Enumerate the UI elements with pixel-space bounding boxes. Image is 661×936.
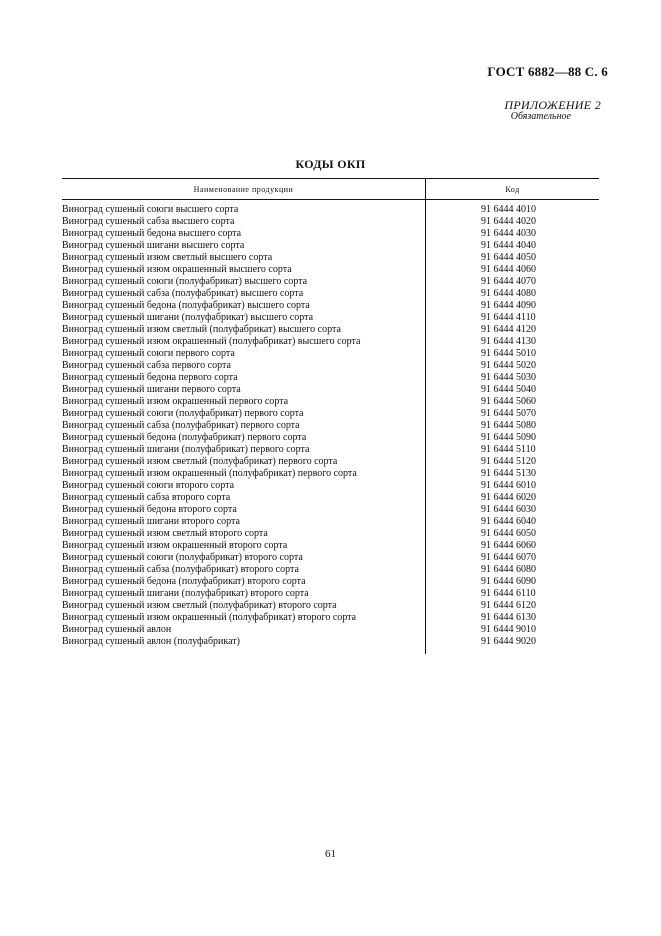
product-code-cell: 91 6444 9010	[481, 624, 536, 635]
table-title: КОДЫ ОКП	[295, 157, 366, 171]
product-code-cell: 91 6444 5030	[481, 372, 536, 383]
product-code-cell: 91 6444 6040	[481, 516, 536, 527]
product-code-cell: 91 6444 4110	[481, 312, 536, 323]
product-name-cell: Виноград сушеный изюм светлый высшего сорта	[62, 252, 273, 263]
product-code-cell: 91 6444 4080	[481, 288, 536, 299]
product-code-cell: 91 6444 5080	[481, 420, 536, 431]
table-row	[62, 420, 599, 432]
product-name-cell: Виноград сушеный изюм окрашенный первого сорта	[62, 396, 289, 407]
product-code-cell: 91 6444 6110	[481, 588, 536, 599]
table-row	[62, 636, 599, 648]
table-row	[62, 432, 599, 444]
table-row	[62, 288, 599, 300]
table-row	[62, 624, 599, 636]
product-name-cell: Виноград сушеный союги второго сорта	[62, 480, 235, 491]
table-row	[62, 552, 599, 564]
product-code-cell: 91 6444 4120	[481, 324, 536, 335]
product-name-cell: Виноград сушеный сабза (полуфабрикат) первого сорта	[62, 420, 300, 431]
product-name-cell: Виноград сушеный шигани высшего сорта	[62, 240, 245, 251]
product-name-cell: Виноград сушеный авлон (полуфабрикат)	[62, 636, 240, 647]
product-name-cell: Виноград сушеный союги (полуфабрикат) первого сорта	[62, 408, 304, 419]
product-name-cell: Виноград сушеный сабза первого сорта	[62, 360, 231, 371]
table-row	[62, 480, 599, 492]
product-name-cell: Виноград сушеный шигани (полуфабрикат) высшего сорта	[62, 312, 314, 323]
product-name-cell: Виноград сушеный изюм окрашенный (полуфабрикат) второго сорта	[62, 612, 357, 623]
product-name-cell: Виноград сушеный бедона второго сорта	[62, 504, 237, 515]
product-code-cell: 91 6444 5130	[481, 468, 536, 479]
product-name-cell: Виноград сушеный бедона (полуфабрикат) высшего сорта	[62, 300, 310, 311]
table-row	[62, 252, 599, 264]
product-name-cell: Виноград сушеный шигани второго сорта	[62, 516, 240, 527]
product-name-cell: Виноград сушеный изюм окрашенный (полуфабрикат) высшего сорта	[62, 336, 361, 347]
product-code-cell: 91 6444 9020	[481, 636, 536, 647]
product-code-cell: 91 6444 5070	[481, 408, 536, 419]
page-number: 61	[325, 848, 336, 860]
product-code-cell: 91 6444 4020	[481, 216, 536, 227]
product-code-cell: 91 6444 4070	[481, 276, 536, 287]
table-row	[62, 540, 599, 552]
product-name-cell: Виноград сушеный сабза (полуфабрикат) высшего сорта	[62, 288, 304, 299]
table-row	[62, 204, 599, 216]
okp-codes-table	[62, 178, 599, 648]
product-code-cell: 91 6444 6010	[481, 480, 536, 491]
product-name-cell: Виноград сушеный изюм окрашенный (полуфабрикат) первого сорта	[62, 468, 357, 479]
table-row	[62, 600, 599, 612]
table-row	[62, 240, 599, 252]
product-name-cell: Виноград сушеный бедона первого сорта	[62, 372, 238, 383]
product-code-cell: 91 6444 4050	[481, 252, 536, 263]
product-name-cell: Виноград сушеный изюм светлый (полуфабрикат) высшего сорта	[62, 324, 341, 335]
product-name-cell: Виноград сушеный союги первого сорта	[62, 348, 235, 359]
product-code-cell: 91 6444 6130	[481, 612, 536, 623]
product-name-cell: Виноград сушеный изюм окрашенный второго сорта	[62, 540, 288, 551]
column-header-name: Наименование продукции	[62, 179, 426, 199]
product-code-cell: 91 6444 4010	[481, 204, 536, 215]
table-row	[62, 396, 599, 408]
product-code-cell: 91 6444 6070	[481, 552, 536, 563]
table-row	[62, 468, 599, 480]
product-code-cell: 91 6444 5060	[481, 396, 536, 407]
table-row	[62, 444, 599, 456]
table-row	[62, 348, 599, 360]
product-code-cell: 91 6444 5090	[481, 432, 536, 443]
product-code-cell: 91 6444 6060	[481, 540, 536, 551]
product-code-cell: 91 6444 5110	[481, 444, 536, 455]
table-row	[62, 384, 599, 396]
product-name-cell: Виноград сушеный сабза второго сорта	[62, 492, 231, 503]
product-code-cell: 91 6444 6030	[481, 504, 536, 515]
table-row	[62, 336, 599, 348]
table-row	[62, 264, 599, 276]
table-row	[62, 588, 599, 600]
product-code-cell: 91 6444 6090	[481, 576, 536, 587]
product-code-cell: 91 6444 5040	[481, 384, 536, 395]
product-name-cell: Виноград сушеный изюм светлый (полуфабрикат) первого сорта	[62, 456, 338, 467]
product-code-cell: 91 6444 6120	[481, 600, 536, 611]
product-name-cell: Виноград сушеный шигани (полуфабрикат) второго сорта	[62, 588, 309, 599]
table-row	[62, 216, 599, 228]
table-row	[62, 408, 599, 420]
table-body	[62, 200, 599, 648]
product-name-cell: Виноград сушеный шигани (полуфабрикат) первого сорта	[62, 444, 310, 455]
product-name-cell: Виноград сушеный сабза (полуфабрикат) второго сорта	[62, 564, 299, 575]
table-row	[62, 504, 599, 516]
product-code-cell: 91 6444 6020	[481, 492, 536, 503]
table-header	[62, 178, 599, 200]
table-row	[62, 492, 599, 504]
table-row	[62, 516, 599, 528]
table-row	[62, 576, 599, 588]
mandatory-label: Обязательное	[510, 111, 571, 122]
product-name-cell: Виноград сушеный союги (полуфабрикат) высшего сорта	[62, 276, 308, 287]
product-code-cell: 91 6444 5020	[481, 360, 536, 371]
product-code-cell: 91 6444 4130	[481, 336, 536, 347]
table-row	[62, 612, 599, 624]
table-row	[62, 564, 599, 576]
product-name-cell: Виноград сушеный сабза высшего сорта	[62, 216, 235, 227]
product-name-cell: Виноград сушеный изюм светлый второго сорта	[62, 528, 268, 539]
table-row	[62, 372, 599, 384]
product-code-cell: 91 6444 6080	[481, 564, 536, 575]
table-row	[62, 228, 599, 240]
table-row	[62, 324, 599, 336]
table-row	[62, 276, 599, 288]
product-name-cell: Виноград сушеный союги высшего сорта	[62, 204, 239, 215]
product-name-cell: Виноград сушеный изюм окрашенный высшего сорта	[62, 264, 292, 275]
product-name-cell: Виноград сушеный изюм светлый (полуфабрикат) второго сорта	[62, 600, 337, 611]
table-row	[62, 312, 599, 324]
table-row	[62, 360, 599, 372]
product-name-cell: Виноград сушеный бедона высшего сорта	[62, 228, 242, 239]
product-name-cell: Виноград сушеный союги (полуфабрикат) второго сорта	[62, 552, 303, 563]
product-code-cell: 91 6444 4060	[481, 264, 536, 275]
product-code-cell: 91 6444 4040	[481, 240, 536, 251]
product-code-cell: 91 6444 5120	[481, 456, 536, 467]
product-code-cell: 91 6444 4090	[481, 300, 536, 311]
column-header-code: Код	[505, 184, 520, 194]
table-row	[62, 456, 599, 468]
product-code-cell: 91 6444 4030	[481, 228, 536, 239]
product-name-cell: Виноград сушеный бедона (полуфабрикат) первого сорта	[62, 432, 307, 443]
product-code-cell: 91 6444 5010	[481, 348, 536, 359]
table-row	[62, 528, 599, 540]
product-name-cell: Виноград сушеный бедона (полуфабрикат) второго сорта	[62, 576, 306, 587]
document-reference: ГОСТ 6882—88 С. 6	[487, 64, 608, 79]
appendix-label: ПРИЛОЖЕНИЕ 2	[504, 98, 601, 112]
table-row	[62, 300, 599, 312]
product-name-cell: Виноград сушеный шигани первого сорта	[62, 384, 241, 395]
product-code-cell: 91 6444 6050	[481, 528, 536, 539]
product-name-cell: Виноград сушеный авлон	[62, 624, 172, 635]
